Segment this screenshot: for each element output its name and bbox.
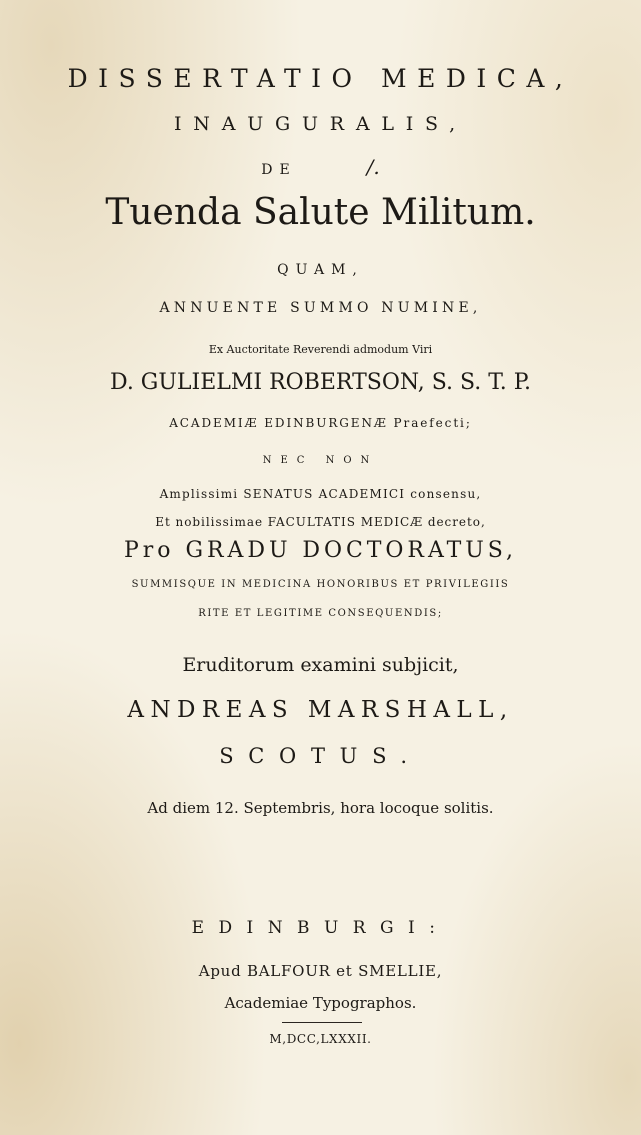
year-line: M,DCC,LXXXII. [269,1032,372,1046]
ex-auctoritate-line: Ex Auctoritate Reverendi admodum Viri [208,343,433,356]
pro-gradu-line: Pro GRADU DOCTORATUS, [124,538,517,563]
handwritten-mark: /. [366,155,380,179]
scotus-line: SCOTUS. [219,744,422,768]
dissertation-title: Tuenda Salute Militum. [105,192,536,233]
author-name: ANDREAS MARSHALL, [127,697,514,723]
inauguralis-heading: INAUGURALIS, [174,113,467,135]
senatus-line: Amplissimi SENATUS ACADEMICI consensu, [159,487,482,501]
summisque-line: SUMMISQUE IN MEDICINA HONORIBUS ET PRIVILEGIIS [131,579,510,590]
quam-line: QUAM, [277,262,364,278]
facultatis-line: Et nobilissimae FACULTATIS MEDICÆ decreto, [155,515,486,529]
typographos-line: Academiae Typographos. [224,994,417,1012]
date-line: Ad diem 12. Septembris, hora locoque solitis. [147,799,494,817]
principal-name: D. GULIELMI ROBERTSON, S. S. T. P. [109,370,532,395]
eruditorum-line: Eruditorum examini subjicit, [182,654,459,676]
divider-rule [282,1022,362,1023]
city-line: EDINBURGI: [191,918,450,938]
rite-line: RITE ET LEGITIME CONSEQUENDIS; [198,608,443,619]
annuente-line: ANNUENTE SUMMO NUMINE, [159,300,482,316]
academiae-line: ACADEMIÆ EDINBURGENÆ Praefecti; [169,416,472,430]
de-word: DE [261,162,297,178]
printers-line: Apud BALFOUR et SMELLIE, [198,962,443,980]
nec-non-line: NEC NON [262,455,379,466]
dissertation-heading: DISSERTATIO MEDICA, [67,64,574,93]
de-line [0,155,641,179]
